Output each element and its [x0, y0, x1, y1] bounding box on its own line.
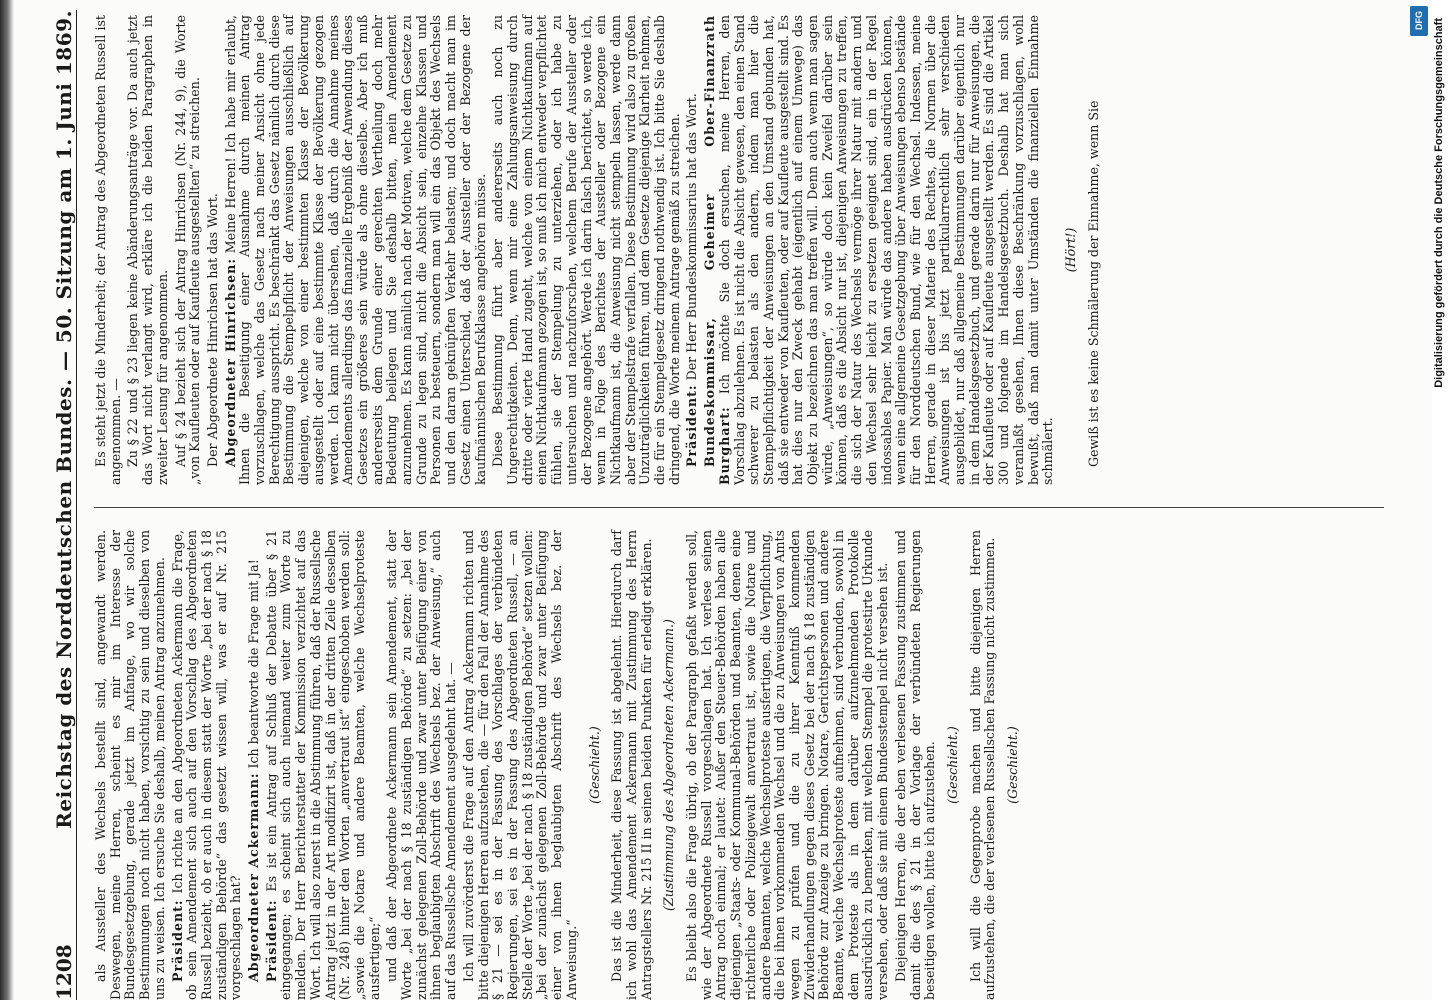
paragraph-text: als Aussteller des Wechsels bestellt sind, angewandt werden. Deswegen, meine Herren, scheint es mir im Interesse der Bundesgesetzgebung, gerade jetzt im Anfange, wo wir solche Bestimmungen noch nicht haben, vorsichtig zu sein und dieselben von uns zu weisen. Ich ersuche Sie deshalb, meinen Antrag anzunehmen. [93, 530, 167, 1000]
paragraph [247, 530, 262, 1000]
dfg-logo: DFG [1410, 6, 1428, 36]
paragraph-text: Ich will die Gegenprobe machen und bitte diejenigen Herren aufzustehen, die der verlesenen Russellschen Fassung nicht zustimmen. [967, 530, 998, 1000]
paragraph [171, 530, 245, 1000]
paragraph-text: (Geschieht.) [1005, 726, 1021, 804]
paragraph [662, 530, 677, 1000]
paragraph [462, 530, 580, 1000]
paragraph-text: Auf § 24 bezieht sich der Antrag Hinrichsen (Nr. 244, 9), die Worte „von Kaufleuten oder auf Kaufleute ausgestellten“ zu streichen. [172, 15, 203, 485]
paragraph-text: Der Abgeordnete Hinrichsen hat das Wort. [204, 193, 220, 467]
left-column [94, 530, 1394, 1000]
speaker-name: Präsident: [684, 384, 700, 467]
binding-edge-shadow [0, 0, 14, 1000]
paragraph-text: Es steht jetzt die Minderheit; der Antrag des Abgeordneten Russell ist angenommen. — [93, 15, 123, 485]
paragraph [174, 15, 203, 485]
paragraph [1006, 530, 1021, 1000]
paragraph-text: Der Herr Bundeskommissarius hat das Wort. [684, 93, 700, 381]
paragraph [224, 15, 489, 485]
paragraph-text: Ich möchte Sie doch ersuchen, meine Herren, den Vorschlag abzulehnen. Es ist nicht die Absicht gewesen, den einen Stand schwerer zu belasten als den andern, indem man hier die Stempelpflichtigkeit der Anweisungen an den Umstand gebunden hat, daß sie entweder von Kaufleuten, oder auf Kaufleute ausgestellt sind. Es hat dies nur den Zweck gehabt (eigentlich auf einem Umwege) das Objekt zu bezeichnen das man treffen will. Denn auch wenn man sagen würde, „Anweisungen“, so würde doch kein Zweifel darüber sein können, daß es die Absicht nur ist, diejenigen Anweisungen zu treffen, die sich der Natur des Wechsels vermöge ihrer Natur mit andern und den Wechsel sehr leicht zu ersetzen geeignet sind, ein in der Regel indossables Papier. Man würde das andere haben ausdrücken können, wenn eine allgemeine Gesetzgebung über Anweisungen ebenso bestände für den Norddeutschen Bund, wie für den Wechsel. Indessen, meine Herren, gerade in dieser Materie des Rechtes, die Normen über die Anweisungen ist bis jetzt partikularrechtlich sehr verschieden ausgebildet, nur daß allgemeine Bestimmungen darüber eigentlich nur in dem Handelsgesetzbuch, und gerade darin nur für Anweisungen, die der Kaufleute oder auf Kaufleute ausgestellt werden. Es sind die Artikel 300 und folgende im Handelsgesetzbuch. Deshalb hat man sich veranlaßt gesehen, Ihnen diese Beschränkung vorzuschlagen, wohl bewußt, daß man damit unter Umständen die finanziellen Einnahme schmälert. [716, 15, 1056, 485]
paragraph [491, 15, 682, 485]
paragraph [265, 530, 383, 1000]
paragraph [894, 530, 938, 1000]
digitization-credit [1406, 18, 1445, 986]
page-header [16, 10, 77, 1000]
column-rule [94, 507, 1384, 508]
paragraph [588, 530, 603, 1000]
paragraph [385, 530, 459, 1000]
paragraph-text: Ich beantworte die Frage mit Ja! [246, 559, 262, 769]
page-number: 1208 [52, 944, 76, 1000]
paragraph-text: Ich will zuvörderst die Frage auf den Antrag Ackermann richten und bitte diejenigen Herren aufzustehen, die — für den Fall der Annahme des § 21 — sei es in der Fassung des Vorschlages der verbündeten Regierungen, sei es in der Fassung des Abgeordneten Russell, — an Stelle der Worte „bei der nach § 18 zuständigen Behörde“ setzen wollen: „bei der zunächst gelegenen Zoll-Behörde und zwar unter Beifügung einer von ihnen beglaubigten Abschrift des Wechsels bez. der Anweisung.“ [460, 530, 579, 1000]
paragraph-text: Das ist die Minderheit, diese Fassung ist abgelehnt. Hierdurch darf ich wohl das Amendement Ackermann mit Zustimmung des Herrn Antragstellers Nr. 215 II in seinen beiden Punkten für erledigt erklären. [609, 530, 654, 1000]
paragraph-text: Zu § 22 und § 23 liegen keine Abänderungsanträge vor. Da auch jetzt das Wort nicht verlangt wird, erkläre ich die beiden Paragraphen in zweiter Lesung für angenommen. [125, 15, 170, 485]
paragraph [685, 15, 700, 485]
paragraph [94, 530, 168, 1000]
paragraph-text: Ich richte an den Abgeordneten Ackermann die Frage, ob sein Amendement sich auch auf den Vorschlag des Abgeordneten Russell bezieht, ob er auch in diesem statt der Worte „bei der nach § 18 zuständigen Behörde“ das gesetzt wissen will, was er auf Nr. 215 vorgeschlagen hat? [169, 530, 244, 1000]
speaker-name: Präsident: [169, 899, 185, 982]
paragraph-text: Diejenigen Herren, die der eben verlesenen Fassung zustimmen und damit die des § 21 in der Vorlage der verbündeten Regierungen beseitigen wollen, bitte ich aufzustehen. [892, 530, 938, 1000]
speaker-name: Abgeordneter Hinrichsen: [222, 258, 238, 467]
paragraph-text: (Zustimmung des Abgeordneten Ackermann.) [661, 619, 677, 911]
paragraph-text: (Geschieht.) [586, 726, 602, 804]
paragraph [685, 530, 891, 1000]
speaker-name: Abgeordneter Ackermann: [246, 772, 262, 982]
rotated-page-content [16, 10, 1416, 1000]
paragraph-text: Es bleibt also die Frage übrig, ob der Paragraph gefaßt werden soll, wie der Abgeordnete Russell vorgeschlagen hat. Ich verlese seinen Antrag noch einmal; er lautet: Außer den Steuer-Behörden haben alle diejenigen „Staats- oder Kommunal-Behörden und Beamten, denen eine richterliche oder Polizeigewalt anvertraut ist, sowie die Notare und andere Beamten, welche Wechselproteste ausfertigen, die Verpflichtung, die bei ihnen vorkommenden Wechsel und die zu Anweisungen von Amts wegen zu prüfen und die zu ihrer Kenntniß kommenden Zuwiderhandlungen gegen dieses Gesetz bei der nach § 18 zuständigen Behörde zur Anzeige zu bringen. Notare, Gerichtspersonen und andere Beamte, welche Wechselproteste aufnehmen, sind verbunden, sowohl in dem Proteste als in dem darüber aufzunehmenden Protokolle ausdrücklich zu bemerken, mit welchen Stempel die protestirte Urkunde versehen, oder daß sie mit einem Bundesstempel nicht versehen ist. [684, 530, 891, 1000]
paragraph [206, 15, 221, 485]
paragraph [703, 15, 1056, 485]
speaker-name: Präsident: [263, 899, 279, 982]
speaker-name: Bundeskommissar, Geheimer Ober-Finanzrath Burghart: [702, 15, 732, 485]
paragraph [969, 530, 998, 1000]
paragraph-text: (Hört!) [1063, 227, 1078, 273]
paragraph-text: Gewiß ist es keine Schmälerung der Einnahme, wenn Sie [1085, 100, 1101, 467]
paragraph-text: Es ist ein Antrag auf Schluß der Debatte über § 21 eingegangen; es scheint sich auch niemand weiter zum Worte zu melden. Der Herr Berichterstatter der Kommission verzichtet auf das Wort. Ich will also zuerst in die Abstimmung führen, daß der Russellsche Antrag jetzt in der Art modifizirt ist, daß in der dritten Zeile desselben (Nr. 248) hinter den Worten „anvertraut ist“ eingeschoben werden soll: „sowie die Notare und andere Beamten, welche Wechselproteste ausfertigen;“ [263, 530, 382, 1000]
paragraph [94, 15, 123, 485]
paragraph-text: Diese Bestimmung führt aber andererseits auch noch zu Ungerechtigkeiten. Denn, wenn mir eine Zahlungsanweisung durch dritte oder vierte Hand zugeht, welche von einem Nichtkaufmann auf einen Nichtkaufmann gezogen ist, so muß ich mich entweder verpflichtet fühlen, sie der Stempelung zu unterziehen, oder ich habe zu untersuchen und nachzuforschen, welchem Berufe der Aussteller oder der Bezogene angehört. Werde ich darin falsch berichtet, so werde ich, wenn in Folge des Berichtes der Aussteller oder Bezogene ein Nichtkaufmann ist, die Anweisung nicht stempeln lassen, werde dann aber der Stempelstrafe verfallen. Diese Bestimmung wird also zu großen Unzuträglichkeiten führen, und dem Gesetze diejenige Klarheit nehmen, die für ein Stempelgesetz dringend nothwendig ist. Ich bitte Sie deshalb dringend, die Worte meinem Antrage gemäß zu streichen. [490, 15, 682, 485]
running-title: Reichstag des Norddeutschen Bundes. — 50. Sitzung am 1. Juni 1869. [52, 10, 76, 829]
paragraph [126, 15, 170, 485]
paragraph [1064, 15, 1079, 485]
paragraph [1087, 15, 1102, 485]
paragraph-text: (Geschieht.) [944, 726, 960, 804]
paragraph [946, 530, 961, 1000]
right-column [94, 15, 1394, 485]
credit-text: Digitalisierung gefördert durch die Deutsche Forschungsgemeinschaft [1433, 18, 1445, 388]
paragraph [610, 530, 654, 1000]
paragraph-text: und daß der Abgeordnete Ackermann sein Amendement, statt der Worte „bei der nach § 18 zuständigen Behörde“ zu setzen: „bei der zunächst gelegenen Zoll-Behörde und zwar unter Beifügung einer von ihnen beglaubigten Abschrift des Wechsels bez. der Anweisung,“ auch auf das Russellsche Amendement ausgedehnt hat. — [384, 530, 459, 1000]
paragraph-text: Meine Herren! Ich habe mir erlaubt, Ihnen die Beseitigung einer Ausnahme durch meinen Antrag vorzuschlagen, welche das Gesetz nach meiner Ansicht ohne jede Berechtigung ausspricht. Es beschränkt das Gesetz nämlich durch diese Bestimmung die Stempelpflicht der Anweisungen ausschließlich auf diejenigen, welche von einer bestimmten Klasse der Bevölkerung ausgestellt oder auf eine bestimmte Klasse der Bevölkerung gezogen werden. Ich kann nicht übersehen, daß durch die Annahme meines Amendements allerdings das finanzielle Ergebniß der Anwendung dieses Gesetzes ein größeres sein würde als ohne dieselbe. Aber ich muß andererseits dem Grunde einer gerechten Vertheilung doch mehr Bedeutung beilegen und Sie deshalb bitten, mein Amendement anzunehmen. Es kann nämlich nach der Motiven, welche dem Gesetze zu Grunde zu legen sind, nicht die Absicht sein, einzelne Klassen und Personen zu besteuern, sondern man will ein das Objekt des Wechsels und den daran geknüpften Verkehr belasten; und doch macht man im Gesetz einen Unterschied, daß der Aussteller oder der Bezogene der kaufmännischen Berufsklasse angehören müsse. [222, 15, 488, 485]
